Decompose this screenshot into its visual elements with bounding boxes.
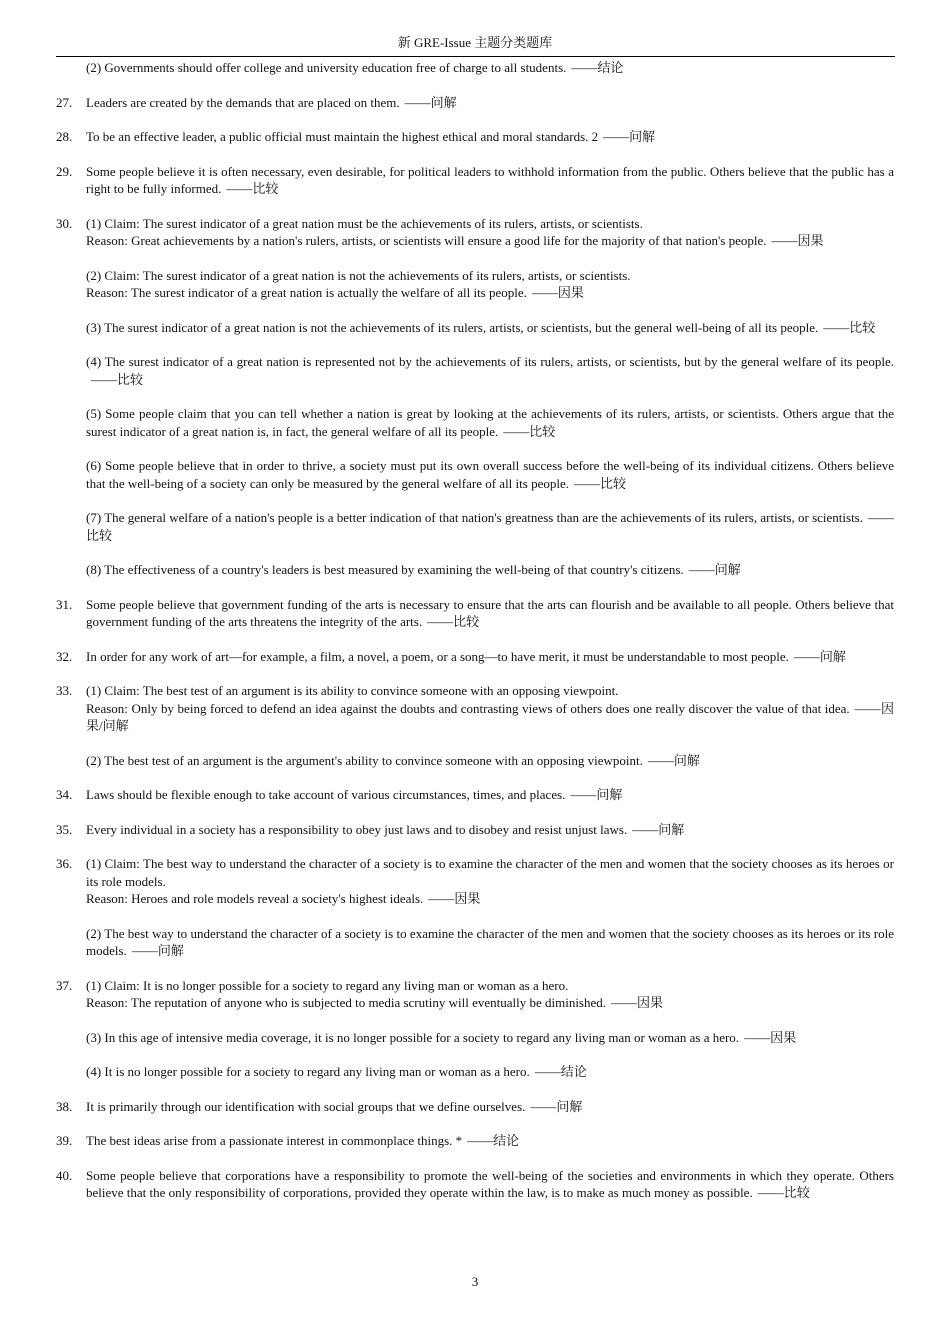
statement-line: [86, 59, 894, 77]
question-statement: [86, 405, 894, 440]
statement-line: [86, 1098, 894, 1116]
category-tag: ——问解: [647, 752, 700, 768]
statement-line: [86, 457, 894, 492]
statement-text: To be an effective leader, a public official must maintain the highest ethical and moral standards. 2: [86, 129, 599, 144]
question-number: 35.: [56, 821, 73, 837]
question-item: [56, 1098, 894, 1116]
question-body: [86, 59, 894, 77]
category-tag: ——问解: [404, 94, 457, 110]
statement-line: [86, 284, 894, 302]
question-statement: [86, 94, 894, 112]
statement-line: (1) Claim: The best test of an argument is its ability to convince someone with an opposing viewpoint.: [86, 683, 619, 698]
question-statement: [86, 319, 894, 337]
category-tag: ——比较: [427, 614, 480, 629]
question-number: 31.: [56, 596, 73, 612]
statement-text: (4) It is no longer possible for a society to regard any living man or woman as a hero.: [86, 1064, 530, 1079]
question-statement: [86, 1098, 894, 1116]
header-divider: [56, 56, 895, 57]
question-item: [56, 59, 894, 77]
category-tag: ——比较: [86, 510, 894, 543]
statement-text: Reason: The reputation of anyone who is subjected to media scrutiny will eventually be diminished.: [86, 995, 607, 1010]
question-item: [56, 596, 894, 631]
question-statement: [86, 1029, 894, 1047]
question-statement: [86, 855, 894, 908]
question-body: [86, 821, 894, 839]
question-body: [86, 215, 894, 579]
question-item: [56, 786, 894, 804]
question-body: [86, 1132, 894, 1150]
question-statement: [86, 1063, 894, 1081]
statement-line: [86, 232, 894, 250]
question-statement: [86, 215, 894, 250]
question-statement: [86, 821, 894, 839]
question-body: [86, 786, 894, 804]
question-number: 29.: [56, 163, 73, 179]
question-body: [86, 855, 894, 960]
question-statement: [86, 509, 894, 544]
statement-line: [86, 648, 894, 666]
statement-line: [86, 1132, 894, 1150]
question-number: 40.: [56, 1167, 73, 1183]
question-statement: [86, 267, 894, 302]
category-tag: ——比较: [226, 181, 279, 196]
question-item: [56, 94, 894, 112]
question-body: [86, 1167, 894, 1202]
statement-text: Reason: Great achievements by a nation's rulers, artists, or scientists will ensure a good life for the majority of that nation's people.: [86, 233, 767, 248]
statement-text: Some people believe that government funding of the arts is necessary to ensure that the arts can flourish and be available to all people. Others believe that government funding of the arts threatens the integrity of the arts.: [86, 596, 894, 629]
category-tag: ——问解: [530, 1098, 583, 1114]
question-item: [56, 215, 894, 579]
question-statement: [86, 752, 894, 770]
question-item: [56, 648, 894, 666]
question-statement: [86, 786, 894, 804]
statement-line: [86, 94, 894, 112]
statement-text: (6) Some people believe that in order to thrive, a society must put its own overall success before the well-being of its individual citizens. Others believe that the well-being of a society can only be measured by the general welfare of all its people.: [86, 458, 894, 491]
statement-text: (4) The surest indicator of a great nation is represented not by the achievements of its rulers, artists, or scientists, but by the general welfare of its people.: [86, 354, 894, 369]
question-list: [56, 59, 894, 1219]
statement-text: Reason: Heroes and role models reveal a society's highest ideals.: [86, 891, 424, 906]
question-number: 30.: [56, 215, 73, 231]
question-number: 34.: [56, 787, 73, 802]
category-tag: ——问解: [632, 821, 685, 837]
statement-line: [86, 509, 894, 544]
statement-line: [86, 1029, 894, 1047]
category-tag: ——因果/问解: [86, 700, 894, 733]
category-tag: ——结论: [467, 1133, 520, 1148]
statement-line: [86, 700, 894, 735]
statement-line: [86, 752, 894, 770]
question-statement: [86, 128, 894, 146]
statement-text: (2) Governments should offer college and university education free of charge to all students.: [86, 60, 567, 75]
question-number: 37.: [56, 977, 73, 993]
question-item: [56, 1167, 894, 1202]
statement-text: (2) The best test of an argument is the argument's ability to convince someone with an opposing viewpoint.: [86, 752, 643, 768]
category-tag: ——问解: [570, 787, 623, 802]
page-header-title: 新 GRE-Issue 主题分类题库: [397, 35, 553, 50]
category-tag: ——因果: [611, 995, 664, 1010]
statement-line: [86, 1063, 894, 1081]
question-item: [56, 682, 894, 769]
category-tag: ——因果: [771, 233, 824, 248]
question-number: 38.: [56, 1098, 73, 1114]
statement-line: (2) Claim: The surest indicator of a great nation is not the achievements of its rulers, artists, or scientists.: [86, 267, 631, 283]
statement-text: (3) In this age of intensive media coverage, it is no longer possible for a society to regard any living man or woman as a hero.: [86, 1029, 740, 1045]
question-statement: [86, 59, 894, 77]
statement-line: [86, 561, 894, 579]
question-statement: [86, 163, 894, 198]
category-tag: ——因果: [428, 891, 481, 906]
question-item: [56, 855, 894, 960]
question-number: 36.: [56, 856, 73, 871]
question-number: 28.: [56, 129, 73, 144]
question-item: [56, 128, 894, 146]
page-number: 3: [471, 1274, 479, 1289]
question-number: 27.: [56, 94, 73, 110]
question-statement: [86, 596, 894, 631]
category-tag: ——比较: [503, 423, 556, 439]
question-body: [86, 977, 894, 1081]
statement-text: Reason: The surest indicator of a great nation is actually the welfare of all its people.: [86, 285, 527, 300]
question-statement: [86, 925, 894, 960]
question-statement: [86, 648, 894, 666]
question-body: [86, 128, 894, 146]
statement-text: In order for any work of art—for example, a film, a novel, a poem, or a song—to have merit, it must be understandable to most people.: [86, 648, 789, 664]
statement-line: (1) Claim: It is no longer possible for a society to regard any living man or woman as a hero.: [86, 977, 569, 993]
category-tag: ——结论: [534, 1064, 587, 1079]
question-body: [86, 1098, 894, 1116]
question-body: [86, 596, 894, 631]
statement-line: [86, 1167, 894, 1202]
statement-line: [86, 786, 894, 804]
question-statement: [86, 457, 894, 492]
statement-line: [86, 128, 894, 146]
statement-text: Some people believe that corporations have a responsibility to promote the well-being of the societies and environments in which they operate. Others believe that the only responsibility of corporations, provided they operate within the law, is to make as much money as possible.: [86, 1167, 894, 1200]
statement-text: Laws should be flexible enough to take account of various circumstances, times, and places.: [86, 787, 566, 802]
statement-text: Some people believe it is often necessary, even desirable, for political leaders to withhold information from the public. Others believe that the public has a right to be fully informed.: [86, 163, 894, 196]
statement-line: [86, 405, 894, 440]
question-item: [56, 977, 894, 1081]
question-statement: [86, 353, 894, 388]
category-tag: ——比较: [91, 371, 144, 387]
statement-text: Reason: Only by being forced to defend an idea against the doubts and contrasting views of others does one really discover the value of that idea.: [86, 700, 850, 716]
category-tag: ——因果: [744, 1029, 797, 1045]
statement-text: Leaders are created by the demands that are placed on them.: [86, 94, 400, 110]
statement-text: (5) Some people claim that you can tell whether a nation is great by looking at the achievements of its rulers, artists, or scientists. Others argue that the surest indicator of a great nation is, in fact, the general welfare of all its people.: [86, 406, 894, 439]
category-tag: ——结论: [571, 60, 624, 75]
category-tag: ——因果: [531, 285, 584, 300]
question-statement: [86, 1132, 894, 1150]
statement-line: [86, 596, 894, 631]
question-body: [86, 94, 894, 112]
statement-line: [86, 890, 894, 908]
category-tag: ——比较: [823, 319, 876, 335]
question-statement: [86, 977, 894, 1012]
question-body: [86, 682, 894, 769]
category-tag: ——问解: [603, 129, 656, 144]
category-tag: ——比较: [757, 1185, 810, 1200]
statement-line: [86, 925, 894, 960]
statement-text: It is primarily through our identification with social groups that we define ourselves.: [86, 1098, 526, 1114]
statement-text: (8) The effectiveness of a country's leaders is best measured by examining the well-being of that country's citizens.: [86, 562, 684, 577]
question-number: 33.: [56, 683, 73, 698]
question-number: 39.: [56, 1133, 73, 1148]
question-number: [56, 59, 86, 77]
statement-text: (2) The best way to understand the character of a society is to examine the character of the men and women that the society chooses as its heroes or its role models.: [86, 925, 894, 958]
category-tag: ——问解: [688, 562, 741, 577]
statement-text: (7) The general welfare of a nation's people is a better indication of that nation's greatness than are the achievements of its rulers, artists, or scientists.: [86, 510, 863, 525]
question-body: [86, 163, 894, 198]
question-statement: [86, 682, 894, 735]
statement-line: [86, 353, 894, 388]
question-item: [56, 821, 894, 839]
statement-line: (1) Claim: The surest indicator of a great nation must be the achievements of its rulers, artists, or scientists.: [86, 215, 643, 231]
question-body: [86, 648, 894, 666]
statement-text: Every individual in a society has a responsibility to obey just laws and to disobey and resist unjust laws.: [86, 821, 628, 837]
question-item: [56, 163, 894, 198]
statement-text: (3) The surest indicator of a great nation is not the achievements of its rulers, artists, or scientists, but the general well-being of all its people.: [86, 319, 819, 335]
statement-line: [86, 319, 894, 337]
statement-line: [86, 821, 894, 839]
question-item: [56, 1132, 894, 1150]
category-tag: ——比较: [573, 475, 626, 491]
question-statement: [86, 1167, 894, 1202]
statement-line: (1) Claim: The best way to understand the character of a society is to examine the character of the men and women that the society chooses as its heroes or its role models.: [86, 856, 894, 889]
category-tag: ——问解: [131, 943, 184, 958]
statement-line: [86, 163, 894, 198]
statement-line: [86, 994, 894, 1012]
question-number: 32.: [56, 648, 73, 664]
category-tag: ——问解: [793, 648, 846, 664]
statement-text: The best ideas arise from a passionate interest in commonplace things. *: [86, 1133, 463, 1148]
question-statement: [86, 561, 894, 579]
